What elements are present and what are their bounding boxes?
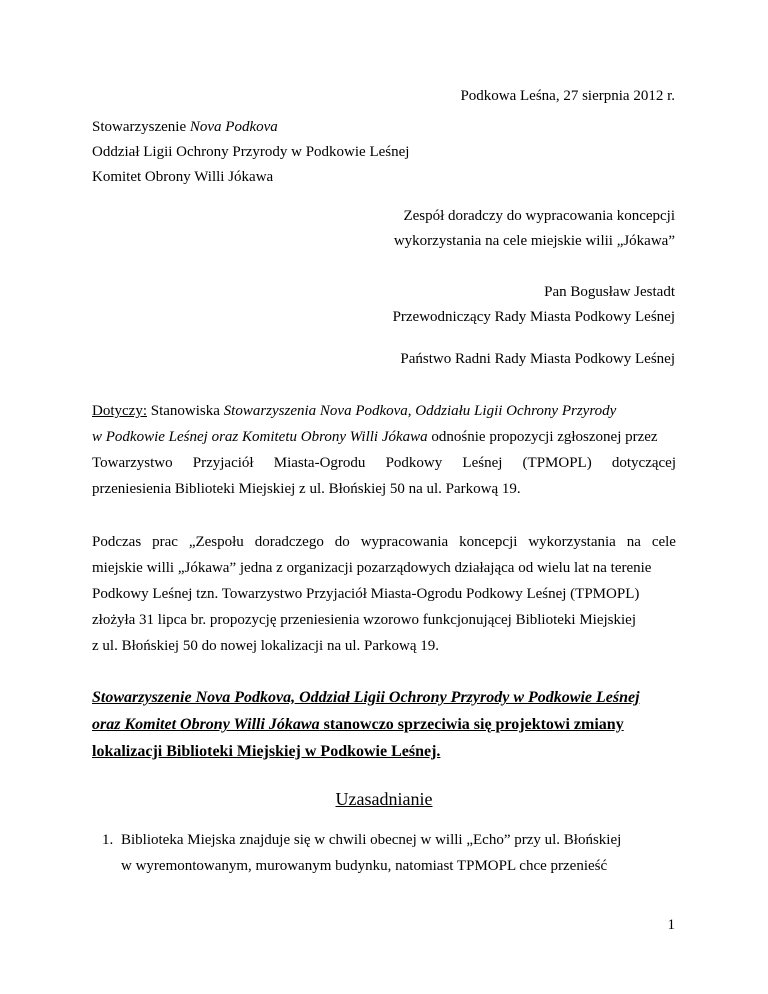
paragraph-line-4: złożyła 31 lipca br. propozycję przeniesienia wzorowo funkcjonującej Biblioteki Miejskiej (92, 612, 636, 628)
statement-text-2: stanowczo sprzeciwia się projektowi zmiany (319, 716, 624, 733)
subject-text-2: odnośnie propozycji zgłoszonej przez (427, 429, 658, 445)
paragraph-line-1 (92, 533, 676, 551)
recipient-1-line-2: wykorzystania na cele miejskie wilii „Jókawa” (393, 233, 675, 249)
subject-word: dotyczącej (611, 455, 676, 471)
paragraph-line-3: Podkowy Leśnej tzn. Towarzystwo Przyjaciół Miasta-Ogrodu Podkowy Leśnej (TPMOPL) (92, 586, 640, 602)
paragraph-word: „Zespołu (188, 534, 244, 550)
subject-label: Dotyczy: (92, 403, 147, 419)
paragraph-word: prac (152, 534, 178, 550)
statement-line-3: lokalizacji Biblioteki Miejskiej w Podkowie Leśnej. (92, 743, 441, 760)
statement-line-1: Stowarzyszenie Nova Podkova, Oddział Ligii Ochrony Przyrody w Podkowie Leśnej (92, 689, 640, 706)
justification-heading: Uzasadnianie (335, 789, 433, 809)
date-line: Podkowa Leśna, 27 sierpnia 2012 r. (460, 88, 675, 104)
subject-word: Przyjaciół (192, 455, 254, 471)
statement-italic-2: oraz Komitet Obrony Willi Jókawa (92, 716, 320, 733)
recipient-2-line-2: Przewodniczący Rady Miasta Podkowy Leśnej (392, 309, 675, 325)
paragraph-line-2: miejskie willi „Jókawa” jedna z organizacji pozarządowych działająca od wielu lat na terenie (92, 560, 652, 576)
subject-word: Podkowy (385, 455, 443, 471)
subject-line-2 (92, 428, 658, 446)
paragraph-line-5: z ul. Błońskiej 50 do nowej lokalizacji na ul. Parkową 19. (92, 638, 440, 654)
paragraph-word: wypracowania (360, 534, 449, 550)
subject-line-1 (92, 402, 616, 420)
statement-line-2 (92, 716, 624, 734)
sender-org-1-name: Nova Podkova (189, 119, 278, 135)
subject-line-3 (92, 454, 676, 472)
sender-org-1 (92, 118, 278, 136)
page-number: 1 (667, 917, 675, 933)
paragraph-word: Podczas (92, 534, 142, 550)
recipient-1-line-1: Zespół doradczy do wypracowania koncepcji (403, 208, 675, 224)
subject-word: Towarzystwo (92, 455, 173, 471)
subject-italic-1: Stowarzyszenia Nova Podkova, Oddziału Ligii Ochrony Przyrody (223, 403, 617, 419)
item-1-number: 1. (102, 832, 114, 848)
item-1-line-2: w wyremontowanym, murowanym budynku, natomiast TPMOPL chce przenieść (121, 858, 608, 874)
recipient-2-line-1: Pan Bogusław Jestadt (544, 284, 675, 300)
paragraph-word: wykorzystania (528, 534, 616, 550)
recipient-3-line-1: Państwo Radni Rady Miasta Podkowy Leśnej (400, 351, 675, 367)
subject-word: Miasta-Ogrodu (273, 455, 366, 471)
subject-word: (TPMOPL) (522, 455, 592, 471)
paragraph-word: doradczego (254, 534, 324, 550)
paragraph-word: na (626, 534, 641, 550)
subject-italic-2: w Podkowie Leśnej oraz Komitetu Obrony Willi Jókawa (92, 429, 428, 445)
item-1-line-1: Biblioteka Miejska znajduje się w chwili obecnej w willi „Echo” przy ul. Błońskiej (121, 832, 622, 848)
sender-org-3: Komitet Obrony Willi Jókawa (92, 169, 274, 185)
subject-text-1: Stanowiska (146, 403, 224, 419)
paragraph-word: koncepcji (459, 534, 518, 550)
paragraph-word: do (334, 534, 350, 550)
sender-org-2: Oddział Ligii Ochrony Przyrody w Podkowie Leśnej (92, 144, 410, 160)
subject-line-4: przeniesienia Biblioteki Miejskiej z ul. Błońskiej 50 na ul. Parkową 19. (92, 481, 521, 497)
sender-org-1-prefix: Stowarzyszenie (92, 119, 190, 135)
subject-word: Leśnej (462, 455, 503, 471)
paragraph-word: cele (651, 534, 676, 550)
